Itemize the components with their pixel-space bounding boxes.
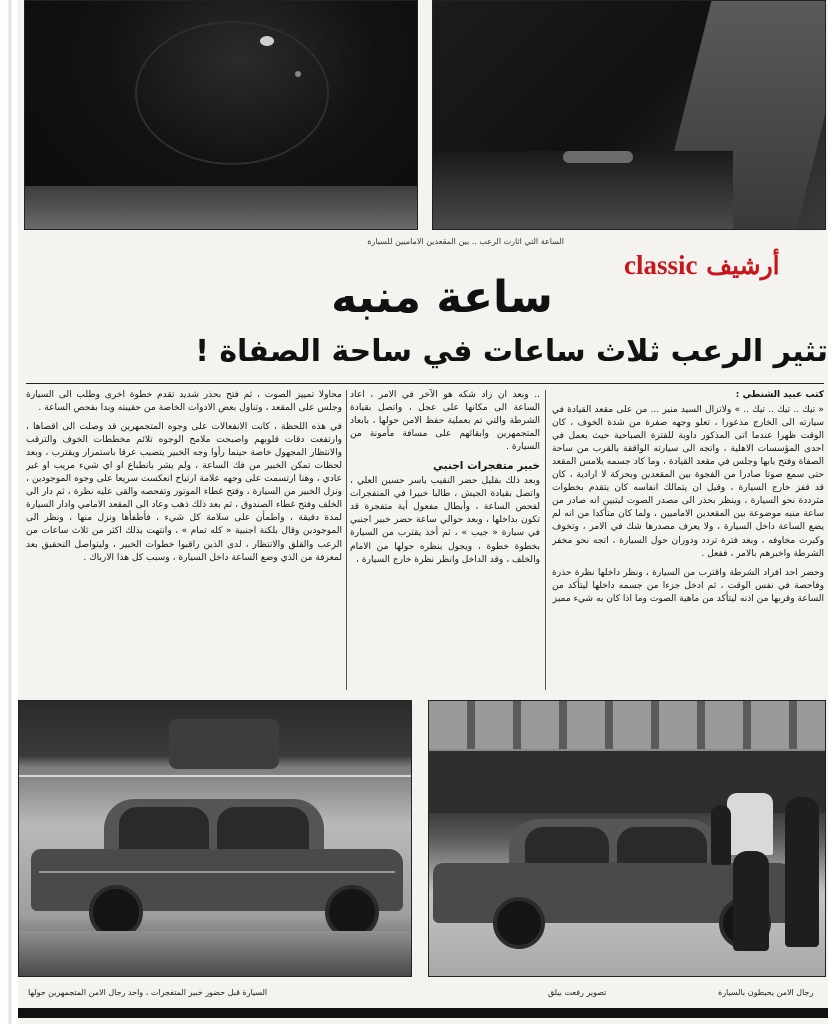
page-edge	[0, 0, 18, 1024]
photo-car-seat	[432, 0, 826, 230]
column-divider	[346, 390, 347, 690]
watermark-latin: classic	[624, 250, 698, 280]
paragraph: محاولا تمييز الصوت ، ثم فتح بحذر شديد تقدم خطوة اخرى وطلب الى السيارة وجلس على المقعد ، وتناول بعض الادوات الخاصة من حقيبته وبدا بفحص الساعة .	[26, 390, 342, 414]
section-subtitle: خبير متفجرات اجنبي	[433, 460, 540, 473]
paragraph: .. وبعد ان زاد شكه هو الآخر في الامر ، اعاد الساعة الى مكانها على عجل ، واتصل بقيادة الشرطة والتي تم بعملية حفظ الامن حولها ، بابعاد المتجمهرين وابقائهم على مسافة مأمونة من السيارة .	[350, 390, 540, 453]
top-photo-caption: الساعة التي اثارت الرعب .. بين المقعدين الاماميين للسيارة	[367, 237, 564, 246]
subheadline: تثير الرعب ثلاث ساعات في ساحة الصفاة !	[195, 334, 828, 369]
column-divider	[545, 390, 546, 690]
header-rule	[26, 383, 824, 384]
article-column-left	[26, 389, 342, 693]
byline: كتب عبيد الشنطي :	[735, 390, 824, 400]
paragraph: وبعد ذلك بقليل حضر النقيب ياسر حسين العلي ، واتصل بقيادة الجيش ، طالبا خبيرا في المتفجرات لفحص الساعة ، وأبطال مفعول أية متفجرة قد تكون بداخلها ، وبعد حوالي ساعة حضر خبير اجنبي في سيارة « جيب » ، ثم أخذ يقترب من السيارة بخطوة خطوة ، ويجول بنظره حولها من الامام والخلف ، وقد الداخل وانظر نظرة خارج السيارة ،	[350, 476, 540, 565]
paragraph: في هذه اللحظة ، كانت الانفعالات على وجوه المتجمهرين قد وصلت الى اقصاها ، وارتفعت دقات قلوبهم واصبحت ملامح الوجوه تلائم مخططات الخوف والترقب والانتظار المجهول خاصة حينما رأوا وجه الخبير يتصبب عرقا باستمرار ويقترب ، وبعد لحظات تمكن الخبير من فك الساعة ، ولم يشر بانطباع او اي شيء مريب او غير عادي ، وهنا ارتسمت على وجهه علامة ارتياح انعكست سريعا على وجوه الموجودين ، ونزل الخبير من السيارة ، وفتح غطاء الموتور وتفحصه والقى عليه نظرة ، ثم دار الى الخلف وفتح غطاء الصندوق ، ثم بعد ذلك ذهب وعاد الى المقعد الامامي وادار السيارة لمدة دقيقة ، واطمأن على سلامة كل شيء ، فأطفأها ونزل منها ، ونظر الى الموجودين وقال بلكنة اجنبية « كله تمام » ، وانتهت بذلك اكثر من ثلاث ساعات من الرعب والقلق والانتظار ، لدى الذين راقبوا خطوات الخبير ، وليتواصل التحقيق بعد لمعرفة من الذي وضع الساعة داخل السيارة ، وسبب كل هذا الارباك .	[26, 422, 342, 563]
paragraph: وحضر احد افراد الشرطة واقترب من السيارة ، ونظر داخلها نظرة حذرة وفاحصة في نفس الوقت ، ثم ادخل جزءا من جسمه داخلها ليتأكد من الساعة وقربها من اذنه ليتأكد من ماهية الصوت وما اذا كان به شيء مميز	[552, 567, 824, 604]
caption-left-photo: السيارة قبل حضور خبير المتفجرات ، واحد رجال الامن المتجمهرين حولها	[28, 988, 268, 997]
headline: ساعة منبه	[331, 272, 553, 323]
article-column-right	[552, 389, 824, 693]
caption-photographer: تصوير رفعت بيلق	[548, 988, 607, 997]
caption-right-photo: رجال الامن يحيطون بالسيارة	[718, 988, 814, 997]
photo-car-parked	[18, 700, 412, 977]
bottom-rule	[18, 1008, 828, 1018]
newspaper-page	[18, 0, 828, 1024]
photo-clock-closeup	[24, 0, 418, 230]
article-column-middle	[350, 389, 540, 693]
paragraph: « تيك .. تيك .. تيك .. » ولاتزال السيد منير ... من على مقعد القيادة في سيارته الى الخارج مذعورا ، تعلو وجهه صفرة من شدة الخوف ، كان الوقت ظهرا عندما اتى المذكور داوبة للفترة الصباحية حيث يعمل في احدى المؤسسات الاهلية ، واتجه الى سيارته الواقفة بالقرب من ساحة الصفاة وفتح بابها وجلس في مقعد القيادة ، وما كاد جسمه يلامس المقعد حتى سمع صوتا صادرا من الفجوة بين المقعدين وبحركة لا ارادية ، كان قد قفز خارج السيارة ، وقيل ان يتمالك انفاسه كان يتقدم بخطوات مترددة نحو السيارة ، وينظر بحذر الى مصدر الصوت ليتبين انه صادر من ساعة منبه موضوعة بين المقعدين الاماميين ، ولما كان متأكدا من انه لم يضع الساعة داخل السيارة ، ولا يعرف مصدرها شك في الامر ، وتخوف وكبرت مخاوفه ، وبعد فترة تردد ودوران حول السيارة ، اتجه نحو مخفر الشرطة واخبرهم بالامر ، ففعل .	[552, 405, 824, 559]
photo-security-around-car	[428, 700, 826, 977]
watermark-arabic: أرشيف	[706, 251, 780, 280]
